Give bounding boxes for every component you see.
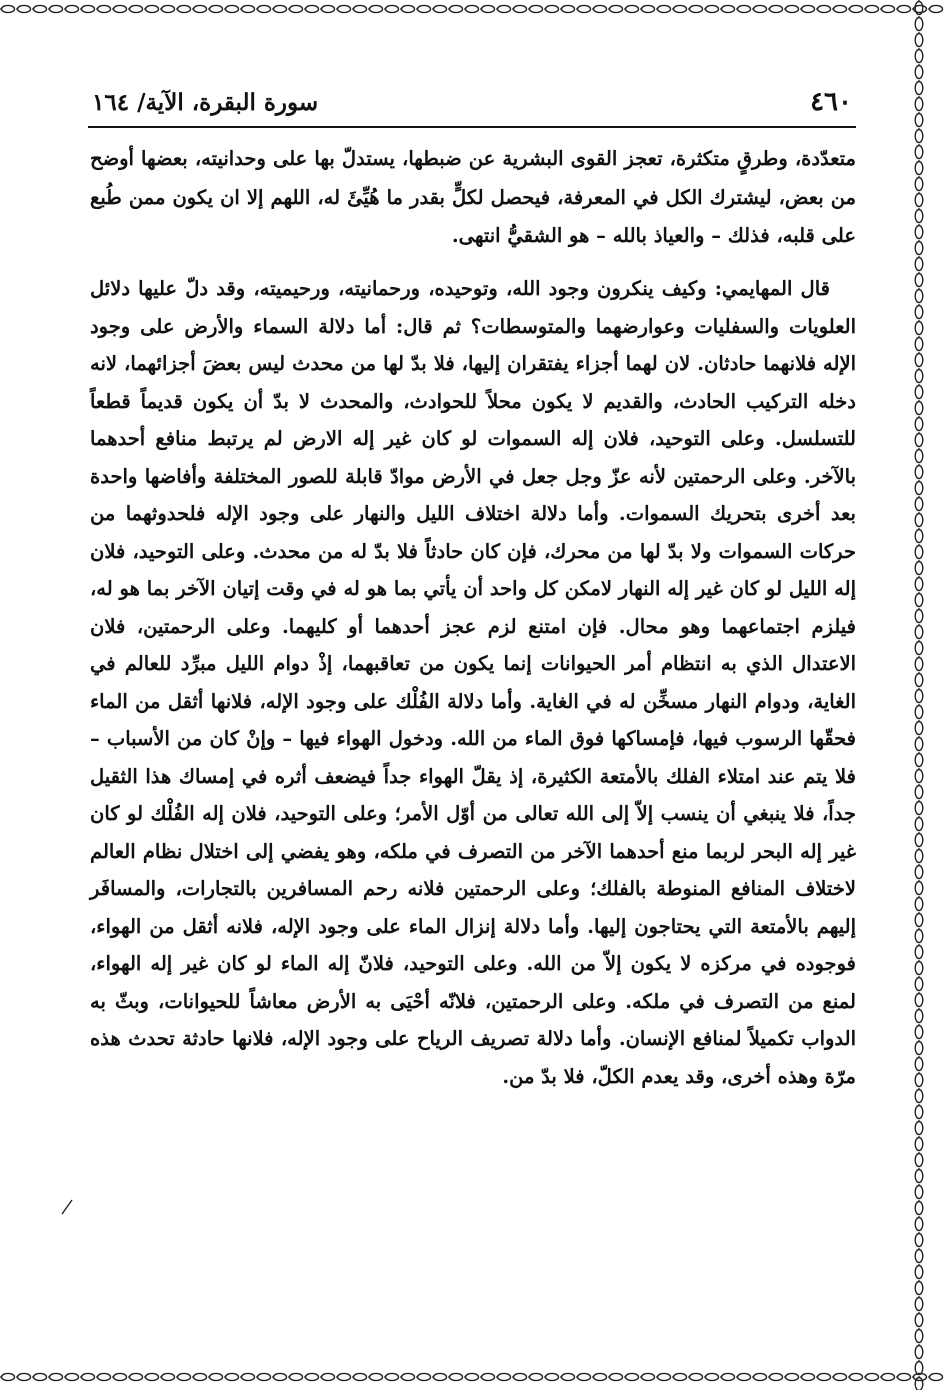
pen-margin-mark <box>60 1198 74 1216</box>
page-header <box>92 80 852 124</box>
decorative-chain-border-bottom <box>0 1368 944 1386</box>
paragraph: متعدّدة، وطرقٍ متكثرة، تعجز القوى البشرية عن ضبطها، يستدلّ بها على وحدانيته، بعضها أوضح من بعض، ليشترك الكل في المعرفة، فيحصل لكلٍّ بقدر ما هُيِّئَ له، اللهم إلا ان يكون ممن طُبع على قلبه، فذلك – والعياذ بالله – هو الشقيُّ انتهى. <box>90 147 856 248</box>
decorative-chain-border-top <box>0 0 944 18</box>
header-divider <box>88 126 856 128</box>
page-number: ٤٦٠ <box>810 87 852 117</box>
paragraph: قال المهايمي: وكيف ينكرون وجود الله، وتوحيده، ورحمانيته، ورحيميته، وقد دلّ عليها دلائل العلويات والسفليات وعوارضهما والمتوسطات؟ ثم قال: أما دلالة السماء والأرض على وجود الإله فلانهما حادثان. لان لهما أجزاء يفتقران إليها، فلا بدّ لها من محدث ليس بعضَ أجزائهما، لانه دخله التركيب الحادث، والقديم لا يكون محلاً للحوادث، والمحدث لا بدّ أن يكون قديماً قطعاً للتسلسل. وعلى التوحيد، فلان إله السموات لو كان غير إله الارض لم يرتبط منافع أحدهما بالآخر. وعلى الرحمتين لأنه عزّ وجل جعل في الأرض موادّ قابلة للصور المختلفة وأفاضها واحدة بعد أخرى بتحريك السموات. وأما دلالة اختلاف الليل والنهار على وجود الإله فلحدوثهما من حركات السموات ولا بدّ لها من محرك، فإن كان حادثاً فلا بدّ له من محدث. وعلى التوحيد، فلان إله الليل لو كان غير إله النهار لامكن كل واحد أن يأتي بما هو له في وقت إتيان الآخر بما هو له، فيلزم اجتماعهما وهو محال. فإن امتنع لزم عجز أحدهما أو كليهما. وعلى الرحمتين، فلان الاعتدال الذي به انتظام أمر الحيوانات إنما يكون من تعاقبهما، إذْ دوام الليل مبرِّد للعالم في الغاية، ودوام النهار مسخِّن له في الغاية. وأما دلالة الفُلْك على وجود الإله، فلانها أثقل من الماء فحقّها الرسوب فيها، فإمساكها فوق الماء من الله. ودخول الهواء فيها – وإنْ كان من الأسباب – فلا يتم عند امتلاء الفلك بالأمتعة الكثيرة، إذ يقلّ الهواء جداً فيضعف أثره في إمساك هذا الثقيل جداً، فلا ينبغي أن ينسب إلاّ إلى الله تعالى من أوّل الأمر؛ وعلى التوحيد، فلان إله الفُلْك لو كان غير إله البحر لربما منع أحدهما الآخر من التصرف في ملكه، وهو يفضي إلى اختلال نظام العالم لاختلاف المنافع المنوطة بالفلك؛ وعلى الرحمتين فلانه رحم المسافرين بالتجارات، والمسافَر إليهم بالأمتعة التي يحتاجون إليها. وأما دلالة إنزال الماء على وجود الإله، فلانه أثقل من الهواء، فوجوده في مركزه لا يكون إلاّ من الله. وعلى التوحيد، فلانّ إله الماء لو كان غير إله الهواء، لمنع من التصرف في ملكه. وعلى الرحمتين، فلانّه أحْيَى به الأرض معاشاً للحيوانات، وبثّ به الدواب تكميلاً لمنافع الإنسان. وأما دلالة تصريف الرياح على وجود الإله، فلانها حادثة تحدث هذه مرّة وهذه أخرى، وقد يعدم الكلّ، فلا بدّ من. <box>90 277 856 1088</box>
body-text <box>90 140 856 1095</box>
decorative-chain-border-right <box>908 0 930 1390</box>
running-title: سورة البقرة، الآية/ ١٦٤ <box>92 88 319 116</box>
